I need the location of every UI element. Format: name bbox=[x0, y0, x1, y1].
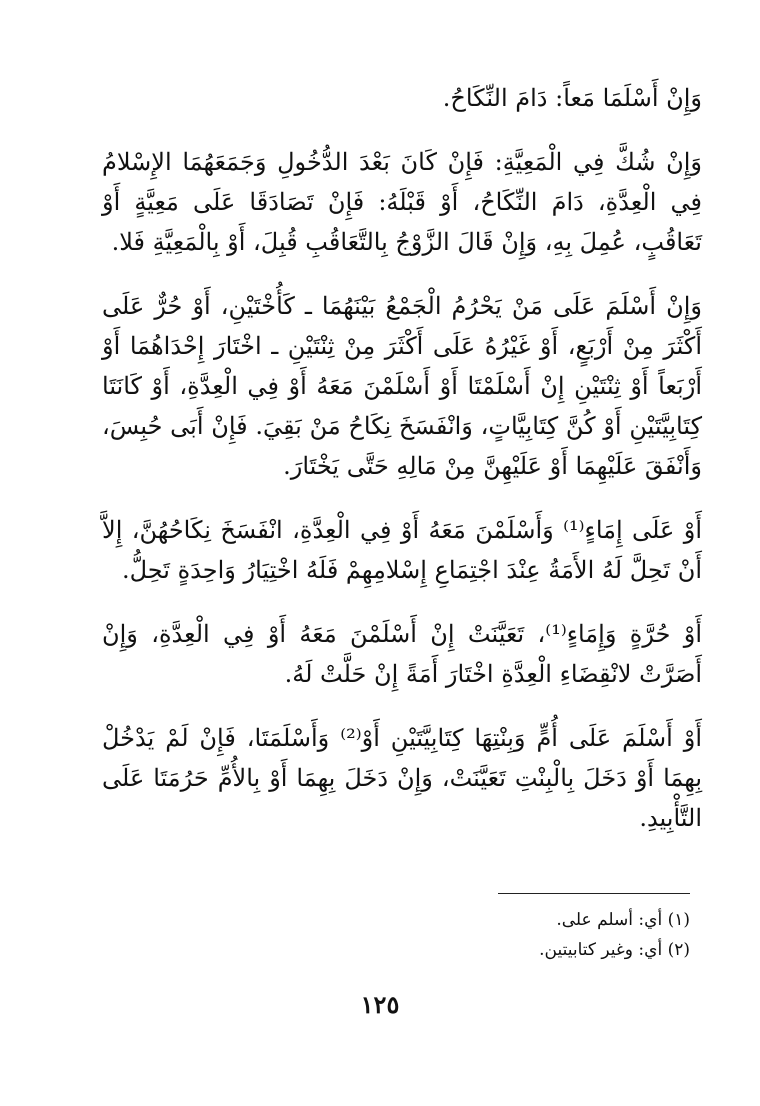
paragraph-6: أَوْ أَسْلَمَ عَلَى أُمٍّ وَبِنْتِهَا كِتَابِيَّتَيْنِ أَوْ⁽²⁾ وَأَسْلَمَتَا، فَإِنْ لَمْ يَدْخُلْ بِهِمَا أَوْ دَخَلَ بِالْبِنْتِ تَعَيَّنَتْ، وَإِنْ دَخَلَ بِهِمَا أَوْ بِالأُمِّ حَرُمَتَا عَلَى التَّأْبِيدِ. bbox=[102, 724, 703, 832]
paragraph-5: أَوْ حُرَّةٍ وَإِمَاءٍ⁽¹⁾، تَعَيَّنَتْ إِنْ أَسْلَمْنَ مَعَهُ أَوْ فِي الْعِدَّةِ، وَإِنْ أَصَرَّتْ لانْقِضَاءِ الْعِدَّةِ اخْتَارَ أَمَةً إِنْ حَلَّتْ لَهُ. bbox=[102, 620, 702, 688]
page-number: ١٢٥ bbox=[360, 990, 400, 1019]
main-text bbox=[102, 78, 702, 838]
paragraph-1: وَإِنْ أَسْلَمَا مَعاً: دَامَ النِّكَاحُ. bbox=[442, 84, 702, 112]
footnote-1: (١) أي: أسلم على. bbox=[556, 910, 690, 930]
footnotes bbox=[300, 905, 690, 965]
paragraph-3: وَإِنْ أَسْلَمَ عَلَى مَنْ يَحْرُمُ الْجَمْعُ بَيْنَهُمَا ـ كَأُخْتَيْنِ، أَوْ حُرٌّ عَلَى أَكْثَرَ مِنْ أَرْبَعٍ، أَوْ غَيْرُهُ عَلَى أَكْثَرَ مِنْ ثِنْتَيْنِ ـ اخْتَارَ إِحْدَاهُمَا أَوْ أَرْبَعاً أَوْ ثِنْتَيْنِ إِنْ أَسْلَمْتَا أَوْ أَسْلَمْنَ مَعَهُ أَوْ فِي الْعِدَّةِ، أَوْ كَانَتَا كِتَابِيَّتَيْنِ أَوْ كُنَّ كِتَابِيَّاتٍ، وَانْفَسَخَ نِكَاحُ مَنْ بَقِيَ. فَإِنْ أَبَى حُبِسَ، وَأَنْفَقَ عَلَيْهِمَا أَوْ عَلَيْهِنَّ مِنْ مَالِهِ حَتَّى يَخْتَارَ. bbox=[102, 292, 702, 480]
paragraph-2: وَإِنْ شُكَّ فِي الْمَعِيَّةِ: فَإِنْ كَانَ بَعْدَ الدُّخُولِ وَجَمَعَهُمَا الإِسْلامُ فِي الْعِدَّةِ، دَامَ النِّكَاحُ، أَوْ قَبْلَهُ: فَإِنْ تَصَادَقَا عَلَى مَعِيَّةٍ أَوْ تَعَاقُبٍ، عُمِلَ بِهِ، وَإِنْ قَالَ الزَّوْجُ بِالتَّعَاقُبِ قُبِلَ، أَوْ بِالْمَعِيَّةِ فَلا. bbox=[102, 148, 702, 256]
footnote-divider bbox=[498, 893, 690, 894]
footnote-2: (٢) أي: وغير كتابيتين. bbox=[539, 940, 690, 960]
paragraph-4: أَوْ عَلَى إِمَاءٍ⁽¹⁾ وَأَسْلَمْنَ مَعَهُ أَوْ فِي الْعِدَّةِ، انْفَسَخَ نِكَاحُهُنَّ، إِلاَّ أَنْ تَحِلَّ لَهُ الأَمَةُ عِنْدَ اجْتِمَاعِ إِسْلامِهِمْ فَلَهُ اخْتِيَارُ وَاحِدَةٍ تَحِلُّ. bbox=[102, 516, 702, 584]
